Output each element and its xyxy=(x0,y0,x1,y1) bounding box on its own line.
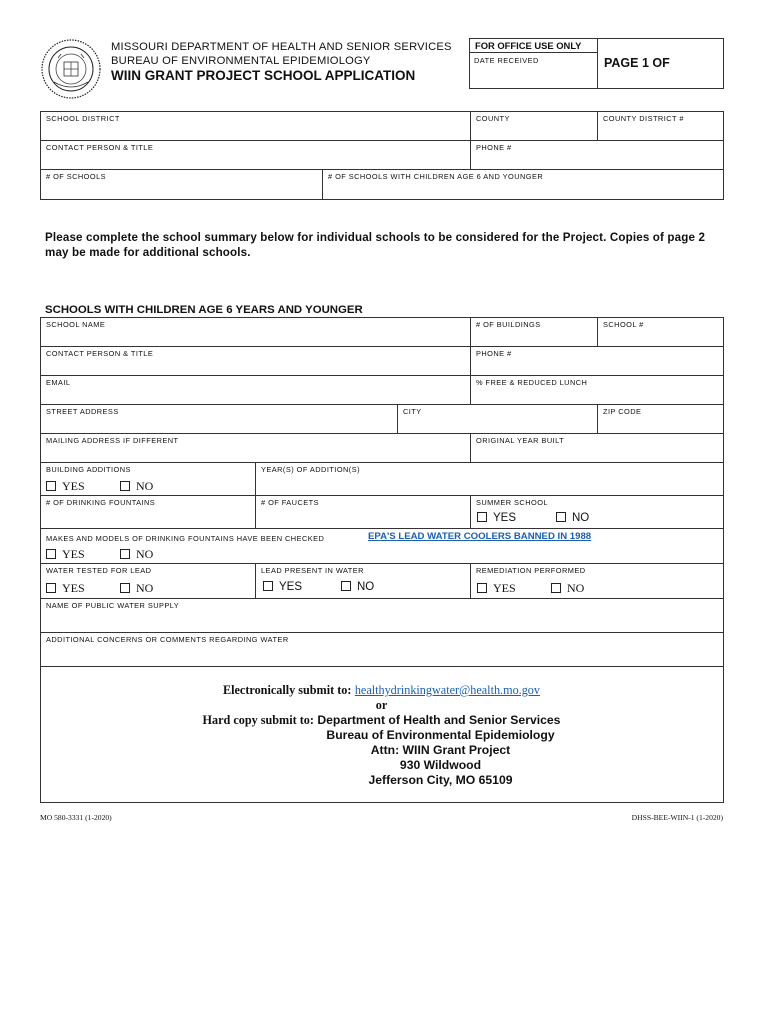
free-lunch-field[interactable] xyxy=(470,375,724,405)
bureau-name: BUREAU OF ENVIRONMENTAL EPIDEMIOLOGY xyxy=(111,55,371,67)
address-attn: Attn: WIIN Grant Project xyxy=(370,743,511,757)
checkbox-icon xyxy=(341,581,351,591)
free-lunch-label: % FREE & REDUCED LUNCH xyxy=(476,378,588,387)
num-schools-label: # OF SCHOOLS xyxy=(46,172,107,181)
zip-code-label: ZIP CODE xyxy=(603,407,642,416)
lead-present-label: LEAD PRESENT IN WATER xyxy=(261,566,364,575)
district-phone-field[interactable] xyxy=(470,140,724,170)
county-district-label: COUNTY DISTRICT # xyxy=(603,114,684,123)
drinking-fountains-label: # OF DRINKING FOUNTAINS xyxy=(46,498,156,507)
school-district-label: SCHOOL DISTRICT xyxy=(46,114,120,123)
office-use-label: FOR OFFICE USE ONLY xyxy=(475,40,582,51)
page-number: PAGE 1 OF xyxy=(604,56,670,70)
county-field[interactable] xyxy=(470,111,598,141)
drinking-fountains-field[interactable] xyxy=(40,495,256,529)
concerns-field[interactable] xyxy=(40,632,724,667)
checkbox-icon xyxy=(120,583,130,593)
year-built-field[interactable] xyxy=(470,433,724,463)
concerns-label: ADDITIONAL CONCERNS OR COMMENTS REGARDING WATER xyxy=(46,635,289,644)
zip-code-field[interactable] xyxy=(597,404,724,434)
school-name-label: SCHOOL NAME xyxy=(46,320,106,329)
street-address-label: STREET ADDRESS xyxy=(46,407,119,416)
lead-present-no[interactable]: NO xyxy=(341,581,374,593)
seal-icon xyxy=(40,38,102,100)
checkbox-icon xyxy=(46,481,56,491)
water-tested-yes[interactable]: YES xyxy=(46,581,85,596)
num-schools-age6-field[interactable] xyxy=(322,169,724,200)
checkbox-icon xyxy=(120,549,130,559)
remediation-label: REMEDIATION PERFORMED xyxy=(476,566,586,575)
form-code: DHSS-BEE-WIIN-1 (1-2020) xyxy=(631,813,723,822)
instructions-text: Please complete the school summary below for individual schools to be considered for the Project. Copies of page 2 may be made for additional schools. xyxy=(45,231,706,259)
makes-models-yes[interactable]: YES xyxy=(46,547,85,562)
num-schools-age6-label: # OF SCHOOLS WITH CHILDREN AGE 6 AND YOUNGER xyxy=(328,172,544,181)
water-tested-label: WATER TESTED FOR LEAD xyxy=(46,566,152,575)
summer-school-label: SUMMER SCHOOL xyxy=(476,498,548,507)
district-phone-label: PHONE # xyxy=(476,143,512,152)
epa-lead-coolers-link[interactable]: EPA'S LEAD WATER COOLERS BANNED IN 1988 xyxy=(368,531,592,542)
or-text: or xyxy=(375,698,388,712)
checkbox-icon xyxy=(120,481,130,491)
email-field[interactable] xyxy=(40,375,471,405)
address-city: Jefferson City, MO 65109 xyxy=(368,773,513,787)
school-contact-field[interactable] xyxy=(40,346,471,376)
hard-copy-label: Hard copy submit to: xyxy=(202,713,314,727)
schools-heading: SCHOOLS WITH CHILDREN AGE 6 YEARS AND YOUNGER xyxy=(45,304,363,316)
office-use-divider-h xyxy=(469,52,597,53)
lead-present-yes[interactable]: YES xyxy=(263,581,302,593)
city-label: CITY xyxy=(403,407,422,416)
building-additions-yes[interactable]: YES xyxy=(46,479,85,494)
electronic-submit-line xyxy=(40,683,723,698)
district-contact-field[interactable] xyxy=(40,140,471,170)
school-contact-label: CONTACT PERSON & TITLE xyxy=(46,349,154,358)
checkbox-icon xyxy=(551,583,561,593)
form-title: WIIN GRANT PROJECT SCHOOL APPLICATION xyxy=(111,68,416,83)
summer-school-no[interactable]: NO xyxy=(556,512,589,524)
city-field[interactable] xyxy=(397,404,598,434)
building-additions-label: BUILDING ADDITIONS xyxy=(46,465,131,474)
public-water-label: NAME OF PUBLIC WATER SUPPLY xyxy=(46,601,180,610)
form-number: MO 580-3331 (1-2020) xyxy=(40,813,112,822)
faucets-label: # OF FAUCETS xyxy=(261,498,319,507)
school-number-label: SCHOOL # xyxy=(603,320,644,329)
district-contact-label: CONTACT PERSON & TITLE xyxy=(46,143,154,152)
school-phone-field[interactable] xyxy=(470,346,724,376)
remediation-yes[interactable]: YES xyxy=(477,581,516,596)
years-additions-label: YEAR(S) OF ADDITION(S) xyxy=(261,465,361,474)
street-address-field[interactable] xyxy=(40,404,398,434)
date-received-field[interactable]: DATE RECEIVED xyxy=(474,56,539,65)
years-additions-field[interactable] xyxy=(255,462,724,496)
faucets-field[interactable] xyxy=(255,495,471,529)
public-water-field[interactable] xyxy=(40,598,724,633)
num-schools-field[interactable] xyxy=(40,169,323,200)
num-buildings-label: # OF BUILDINGS xyxy=(476,320,541,329)
department-name: MISSOURI DEPARTMENT OF HEALTH AND SENIOR SERVICES xyxy=(111,41,452,53)
makes-models-label: MAKES AND MODELS OF DRINKING FOUNTAINS HAVE BEEN CHECKED xyxy=(46,534,325,543)
mailing-address-field[interactable] xyxy=(40,433,471,463)
hard-copy-org: Department of Health and Senior Services xyxy=(317,713,561,727)
year-built-label: ORIGINAL YEAR BUILT xyxy=(476,436,565,445)
email-label: EMAIL xyxy=(46,378,71,387)
checkbox-icon xyxy=(46,549,56,559)
school-phone-label: PHONE # xyxy=(476,349,512,358)
school-number-field[interactable] xyxy=(597,317,724,347)
checkbox-icon xyxy=(477,512,487,522)
checkbox-icon xyxy=(556,512,566,522)
office-use-divider-v xyxy=(597,38,598,89)
electronic-submit-label: Electronically submit to: xyxy=(223,683,352,697)
num-buildings-field[interactable] xyxy=(470,317,598,347)
county-district-field[interactable] xyxy=(597,111,724,141)
checkbox-icon xyxy=(263,581,273,591)
summer-school-yes[interactable]: YES xyxy=(477,512,516,524)
remediation-no[interactable]: NO xyxy=(551,581,584,596)
school-name-field[interactable] xyxy=(40,317,471,347)
submit-email-link[interactable]: healthydrinkingwater@health.mo.gov xyxy=(354,683,540,697)
checkbox-icon xyxy=(46,583,56,593)
checkbox-icon xyxy=(477,583,487,593)
school-district-field[interactable] xyxy=(40,111,471,141)
makes-models-no[interactable]: NO xyxy=(120,547,153,562)
address-street: 930 Wildwood xyxy=(399,758,482,772)
water-tested-no[interactable]: NO xyxy=(120,581,153,596)
hard-copy-line xyxy=(40,713,723,728)
state-seal xyxy=(40,38,102,100)
mailing-address-label: MAILING ADDRESS IF DIFFERENT xyxy=(46,436,179,445)
building-additions-no[interactable]: NO xyxy=(120,479,153,494)
county-label: COUNTY xyxy=(476,114,510,123)
address-bureau: Bureau of Environmental Epidemiology xyxy=(326,728,555,742)
